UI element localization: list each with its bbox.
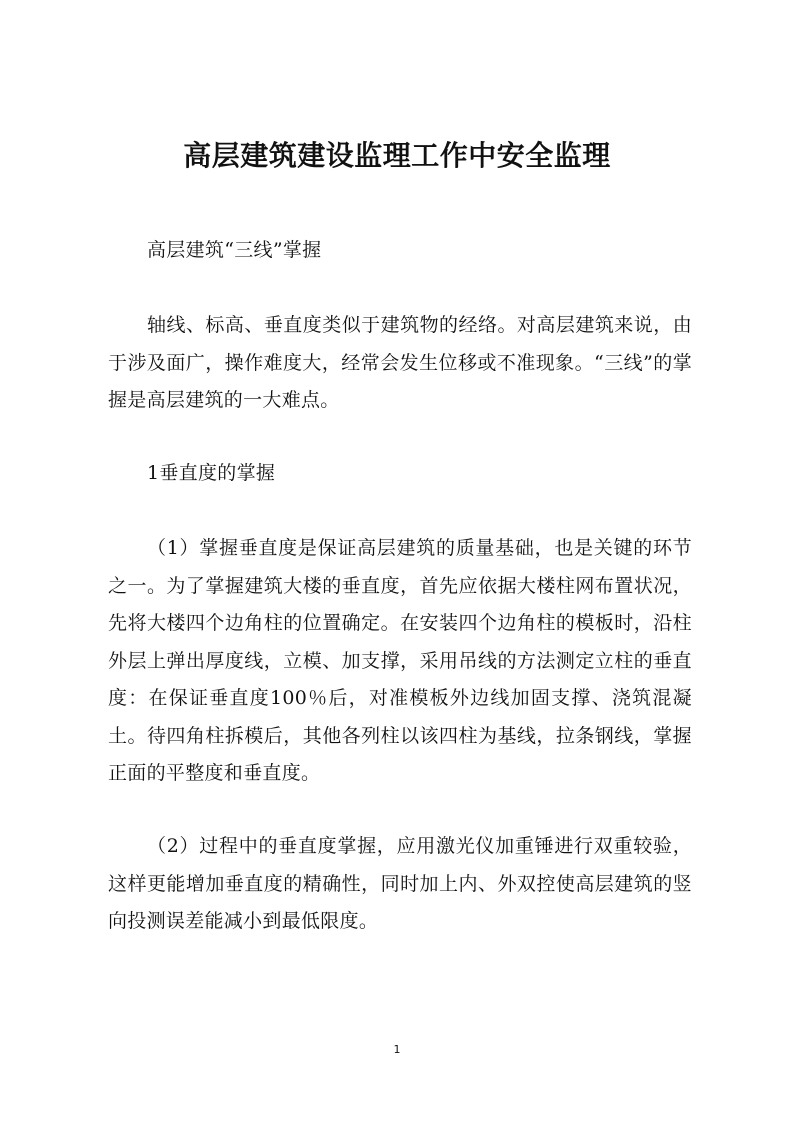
paragraph: 轴线、标高、垂直度类似于建筑物的经络。对高层建筑来说，由于涉及面广，操作难度大，经常会发生位移或不准现象。“三线”的掌握是高层建筑的一大难点。 xyxy=(108,314,692,411)
paragraph: （1）掌握垂直度是保证高层建筑的质量基础，也是关键的环节之一。为了掌握建筑大楼的垂直度，首先应依据大楼柱网布置状况，先将大楼四个边角柱的位置确定。在安装四个边角柱的模板时，沿柱外层上弹出厚度线，立模、加支撑，采用吊线的方法测定立柱的垂直度：在保证垂直度100％后，对准模板外边线加固支撑、浇筑混凝土。待四角柱拆模后，其他各列柱以该四柱为基线，拉条钢线，掌握正面的平整度和垂直度。 xyxy=(108,537,692,784)
page-number: 1 xyxy=(393,1043,401,1056)
section-heading: 高层建筑“三线”掌握 xyxy=(147,239,322,261)
document-title: 高层建筑建设监理工作中安全监理 xyxy=(183,139,611,172)
paragraph: （2）过程中的垂直度掌握，应用激光仪加重锤进行双重较验，这样更能增加垂直度的精确性，同时加上内、外双控使高层建筑的竖向投测误差能减小到最低限度。 xyxy=(108,835,692,932)
subsection-heading: 1垂直度的掌握 xyxy=(147,462,276,484)
